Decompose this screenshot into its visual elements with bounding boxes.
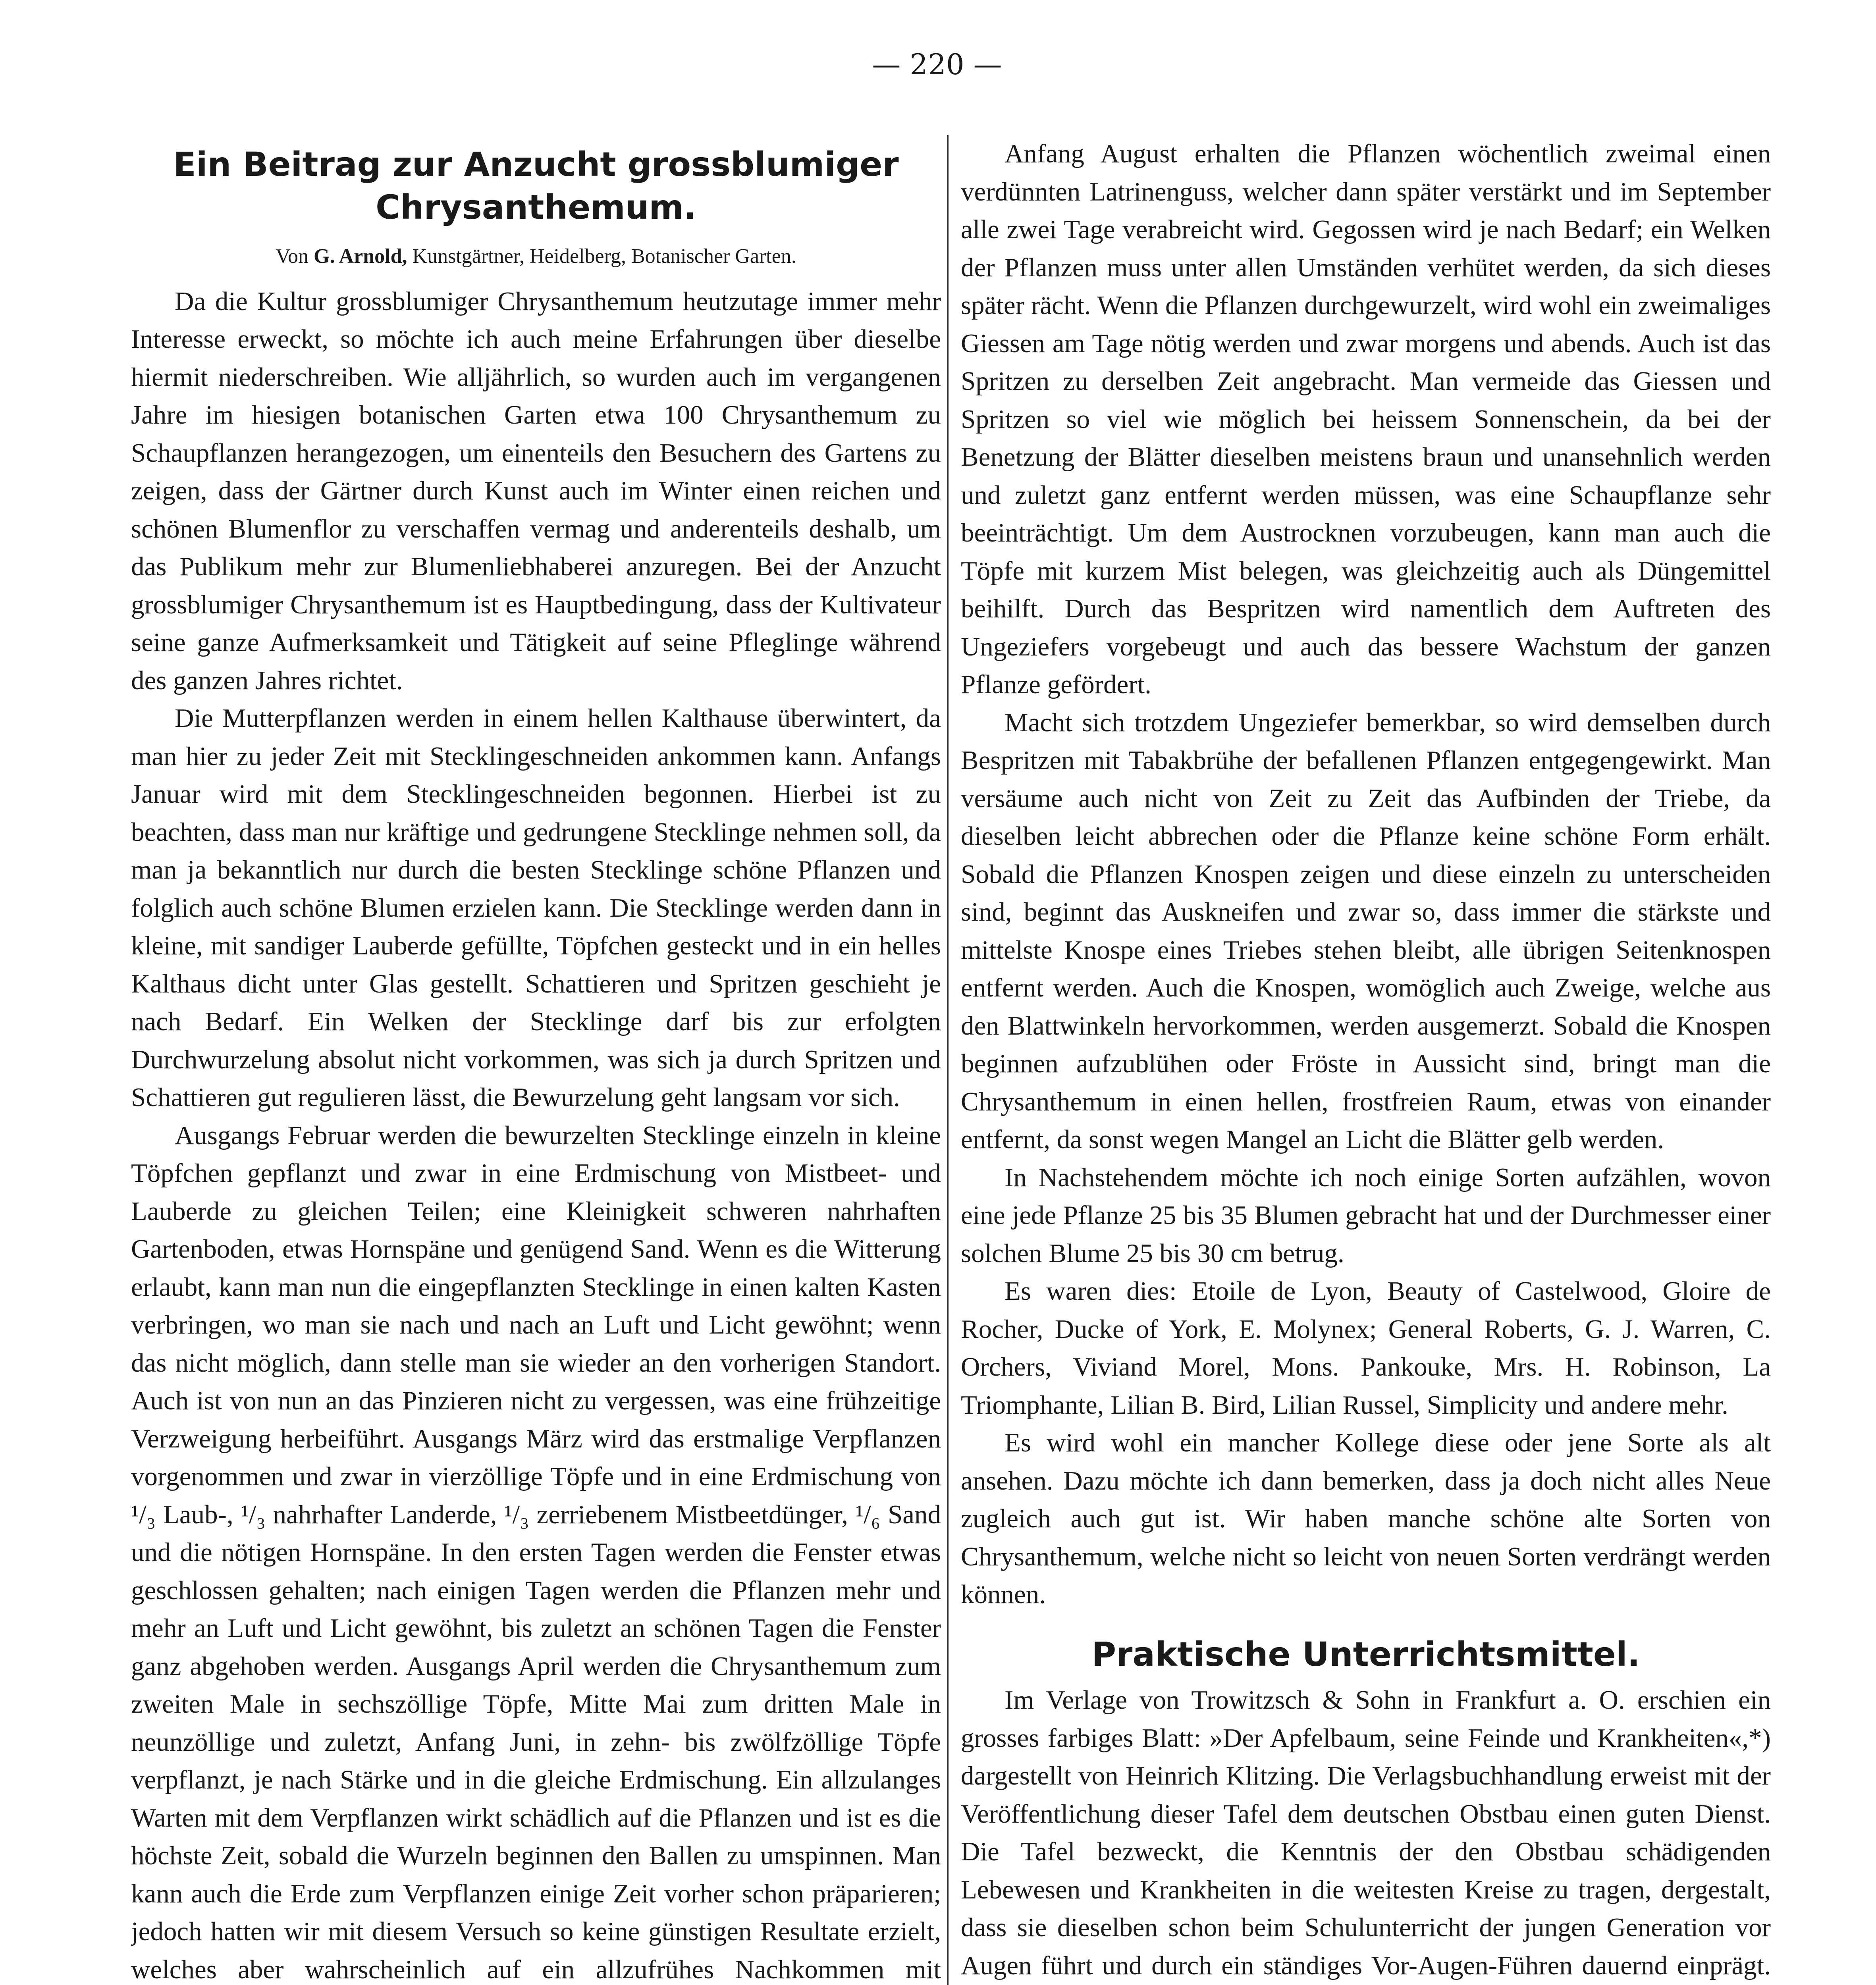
column-divider xyxy=(947,135,949,1985)
page-number: — 220 — xyxy=(872,48,1002,81)
section-heading: Praktische Unterrichtsmittel. xyxy=(1091,1634,1640,1674)
byline-prefix: Von xyxy=(276,245,309,268)
paragraph-7: In Nachstehendem möchte ich noch einige Sorten aufzählen, wovon eine jede Pflanze 25 bis 35 Blumen gebracht hat und der Durchmesser einer solchen Blume 25 bis 30 cm betrug. xyxy=(961,1162,1771,1268)
paragraph-3: Ausgangs Februar werden die bewurzelten Stecklinge einzeln in kleine Töpfchen gepflanzt und zwar in eine Erdmischung von Mistbeet- und Lauberde zu gleichen Teilen; eine Kleinigkeit schweren nahrhaften Gartenboden, etwas Hornspäne und genügend Sand. Wenn es die Witterung erlaubt, kann man nun die eingepflanzten Stecklinge in einen kalten Kasten verbringen, wo man sie nach und nach an Luft und Licht gewöhnt; wenn das nicht möglich, dann stelle man sie wieder an den vorherigen Standort. Auch ist von nun an das Pinzieren nicht zu vergessen, was eine frühzeitige Verzweigung herbeiführt. Ausgangs März wird das erstmalige Verpflanzen vorgenommen und zwar in vierzöllige Töpfe und in eine Erdmischung von ¹/₃ Laub-, ¹/₃ nahrhafter Landerde, ¹/₃ zerriebenem Mistbeetdünger, ¹/₆ Sand und die nötigen Hornspäne. In den ersten Tagen werden die Fenster etwas geschlossen gehalten; nach einigen Tagen werden die Pflanzen mehr und mehr an Luft und Licht gewöhnt, bis zuletzt an schönen Tagen die Fenster ganz abgehoben werden. Ausgangs April werden die Chrysanthemum zum zweiten Male in sechszöllige Töpfe, Mitte Mai zum dritten Male in neunzöllige und zuletzt, Anfang Juni, in zehn- bis zwölfzöllige Töpfe verpflanzt, je nach Stärke und in die gleiche Erdmischung. Ein allzulanges Warten mit dem Verpflanzen wirkt schädlich auf die Pflanzen und ist es die höchste Zeit, sobald die Wurzeln beginnen den Ballen zu umspinnen. Man kann auch die Erde zum Verpflanzen einige Zeit vorher schon präparieren; jedoch hatten wir mit diesem Versuch so keine günstigen Resultate erzielt, welches aber wahrscheinlich auf ein allzufrühes Nachkommen mit xyxy=(131,1120,941,1984)
paragraph-9: Es wird wohl ein mancher Kollege diese oder jene Sorte als alt ansehen. Dazu möchte ich dann bemerken, dass ja doch nicht alles Neue zugleich auch gut ist. Wir haben manche schöne alte Sorten von Chrysanthemum, welche nicht so leicht von neuen Sorten verdrängt werden können. xyxy=(961,1428,1771,1609)
byline xyxy=(131,237,941,276)
column-left xyxy=(131,135,941,1985)
article-title: Ein Beitrag zur Anzucht grossblumiger Chrysanthemum. xyxy=(173,145,899,227)
author-affiliation: Kunstgärtner, Heidelberg, Botanischer Garten. xyxy=(412,245,796,268)
paragraph-1: Da die Kultur grossblumiger Chrysanthemum heutzutage immer mehr Interesse erweckt, so möchte ich auch meine Erfahrungen über dieselbe hiermit niederschreiben. Wie alljährlich, so wurden auch im vergangenen Jahre im hiesigen botanischen Garten etwa 100 Chrysanthemum zu Schaupflanzen herangezogen, um einenteils den Besuchern des Gartens zu zeigen, dass der Gärtner durch Kunst auch im Winter einen reichen und schönen Blumenflor zu verschaffen vermag und anderenteils deshalb, um das Publikum mehr zur Blumenliebhaberei anzuregen. Bei der Anzucht grossblumiger Chrysanthemum ist es Hauptbedingung, dass der Kultivateur seine ganze Aufmerksamkeit und Tätigkeit auf seine Pfleglinge während des ganzen Jahres richtet. xyxy=(131,286,941,695)
paragraph-5: Anfang August erhalten die Pflanzen wöchentlich zweimal einen verdünnten Latrinenguss, welcher dann später verstärkt und im September alle zwei Tage verabreicht wird. Gegossen wird je nach Bedarf; ein Welken der Pflanzen muss unter allen Umständen verhütet werden, da sich dieses später rächt. Wenn die Pflanzen durchgewurzelt, wird wohl ein zweimaliges Giessen am Tage nötig werden und zwar morgens und abends. Auch ist das Spritzen zu derselben Zeit angebracht. Man vermeide das Giessen und Spritzen so viel wie möglich bei heissem Sonnenschein, da bei der Benetzung der Blätter dieselben meistens braun und unansehnlich werden und zuletzt ganz entfernt werden müssen, was eine Schaupflanze sehr beeinträchtigt. Um dem Austrocknen vorzubeugen, kann man auch die Töpfe mit kurzem Mist belegen, was gleichzeitig auch als Düngemittel beihilft. Durch das Bespritzen wird namentlich dem Auftreten des Ungeziefers vorgebeugt und auch das bessere Wachstum der ganzen Pflanze gefördert. xyxy=(961,139,1771,699)
author-name: G. Arnold, xyxy=(314,245,407,268)
paragraph-2: Die Mutterpflanzen werden in einem hellen Kalthause überwintert, da man hier zu jeder Zeit mit Stecklingeschneiden ankommen kann. Anfangs Januar wird mit dem Stecklingeschneiden begonnen. Hierbei ist zu beachten, dass man nur kräftige und gedrungene Stecklinge nehmen soll, da man ja bekanntlich nur durch die besten Stecklinge schöne Pflanzen und folglich auch schöne Blumen erzielen kann. Die Stecklinge werden dann in kleine, mit sandiger Lauberde gefüllte, Töpfchen gesteckt und in ein helles Kalthaus dicht unter Glas gestellt. Schattieren und Spritzen geschieht je nach Bedarf. Ein Welken der Stecklinge darf bis zur erfolgten Durchwurzelung absolut nicht vorkommen, was sich ja durch Spritzen und Schattieren gut regulieren lässt, die Bewurzelung geht langsam vor sich. xyxy=(131,703,941,1112)
paragraph-8: Es waren dies: Etoile de Lyon, Beauty of Castelwood, Gloire de Rocher, Ducke of York, E. Molynex; General Roberts, G. J. Warren, C. Orchers, Viviand Morel, Mons. Pankouke, Mrs. H. Robinson, La Triomphante, Lilian B. Bird, Lilian Russel, Simplicity und andere mehr. xyxy=(961,1276,1771,1420)
paragraph-10: Im Verlage von Trowitzsch & Sohn in Frankfurt a. O. erschien ein grosses farbiges Blatt: »Der Apfelbaum, seine Feinde und Krankheiten«,*) dargestellt von Heinrich Klitzing. Die Verlagsbuchhandlung erweist mit der Veröffentlichung dieser Tafel dem deutschen Obstbau einen guten Dienst. Die Tafel bezweckt, die Kenntnis der den Obstbau schädigenden Lebewesen und Krankheiten in die weitesten Kreise zu tragen, dergestalt, dass sie dieselben schon beim Schulunterricht der jungen Generation vor Augen führt und durch ein ständiges Vor-Augen-Führen dauernd einprägt. xyxy=(961,1685,1771,1980)
paragraph-6: Macht sich trotzdem Ungeziefer bemerkbar, so wird demselben durch Bespritzen mit Tabakbrühe der befallenen Pflanzen entgegengewirkt. Man versäume auch nicht von Zeit zu Zeit das Aufbinden der Triebe, da dieselben leicht abbrechen oder die Pflanze keine schöne Form erhält. Sobald die Pflanzen Knospen zeigen und diese einzeln zu unterscheiden sind, beginnt das Auskneifen und zwar so, dass immer die stärkste und mittelste Knospe eines Triebes stehen bleibt, alle übrigen Seitenknospen entfernt werden. Auch die Knospen, womöglich auch Zweige, welche aus den Blattwinkeln hervorkommen, werden ausgemerzt. Sobald die Knospen beginnen aufzublühen oder Fröste in Aussicht sind, bringt man die Chrysanthemum in einen hellen, frostfreien Raum, etwas von einander entfernt, da sonst wegen Mangel an Licht die Blätter gelb werden. xyxy=(961,707,1771,1154)
column-right xyxy=(961,135,1771,1985)
